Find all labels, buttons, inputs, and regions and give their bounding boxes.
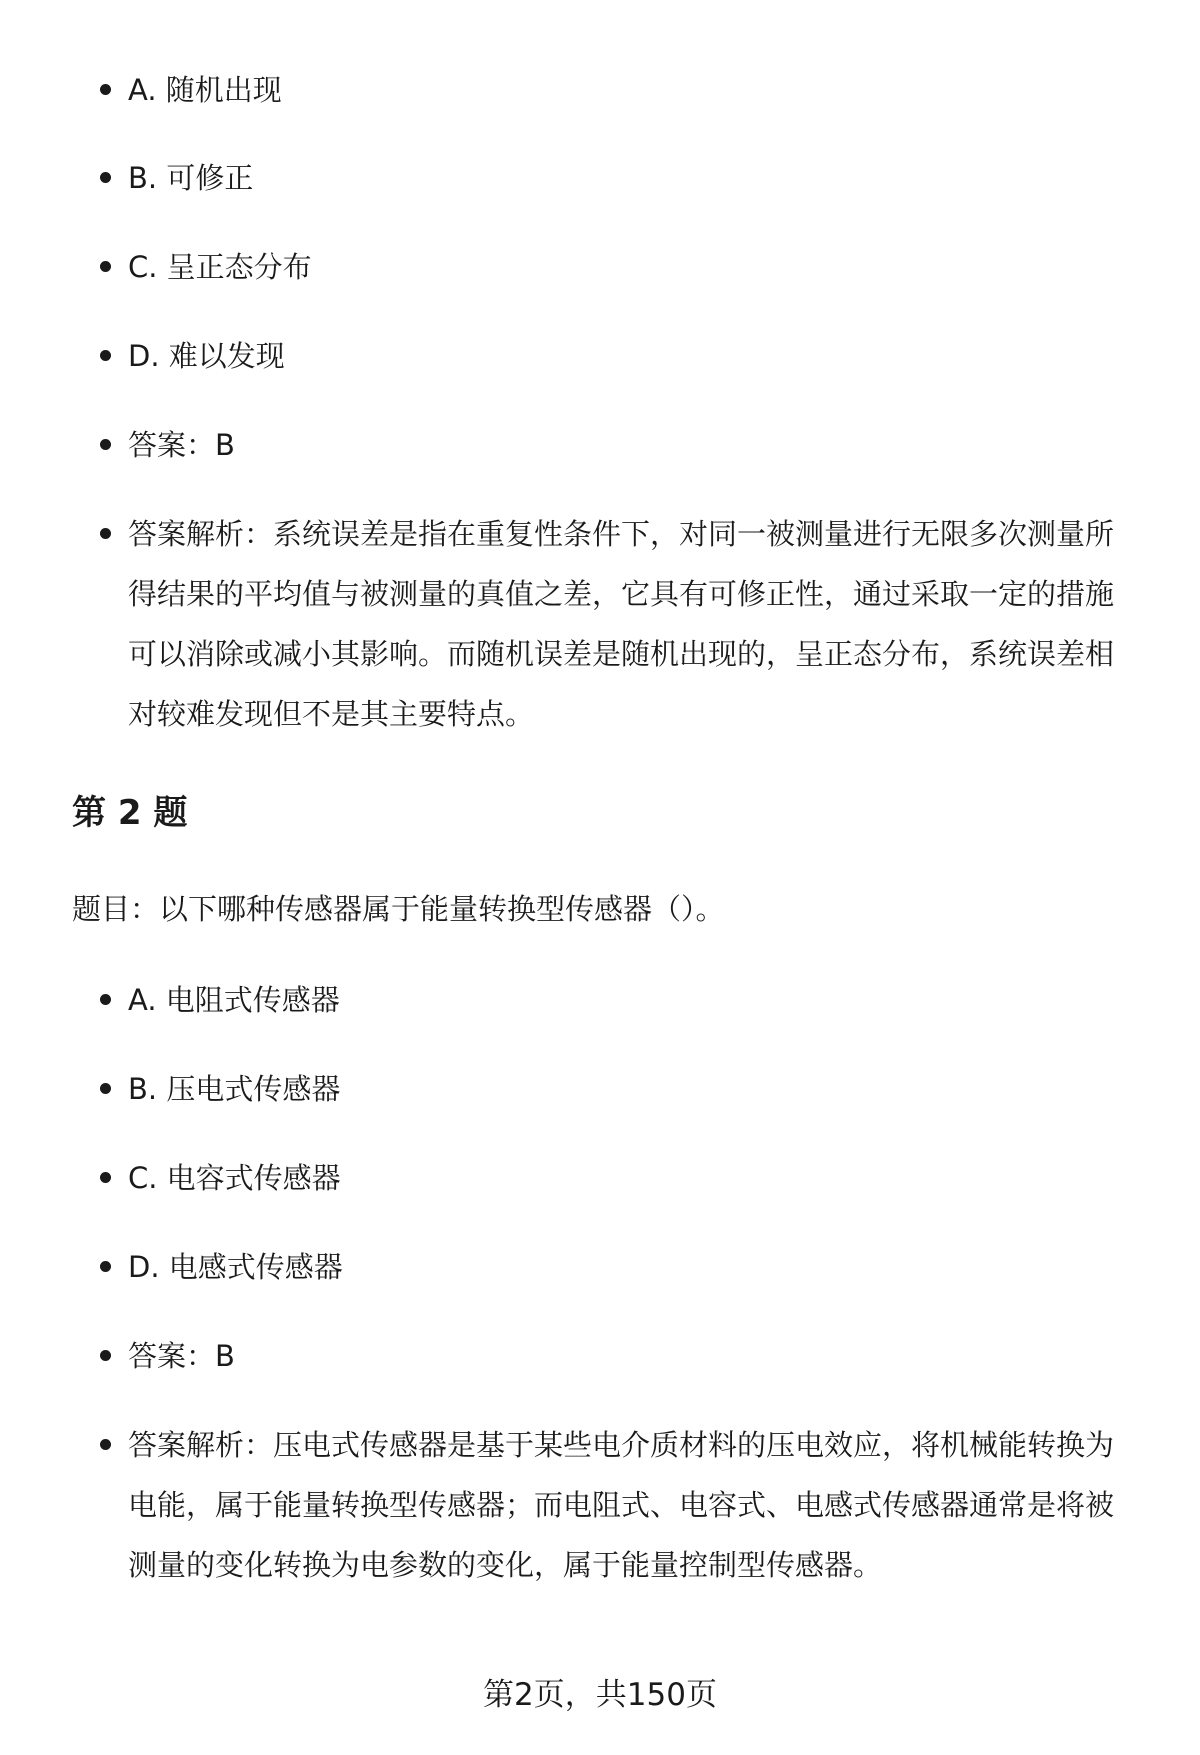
option-b: B. 可修正: [128, 148, 1138, 208]
option-a: A. 电阻式传感器: [128, 970, 1138, 1030]
question-2-heading: 第 2 题: [72, 793, 188, 833]
answer-explanation: 答案解析：系统误差是指在重复性条件下，对同一被测量进行无限多次测量所得结果的平均值与被测量的真值之差，它具有可修正性，通过采取一定的措施可以消除或减小其影响。而随机误差是随机出现的，呈正态分布，系统误差相对较难发现但不是其主要特点。: [128, 504, 1138, 744]
option-d: D. 难以发现: [128, 326, 1138, 386]
option-c: C. 电容式传感器: [128, 1148, 1138, 1208]
option-b: B. 压电式传感器: [128, 1059, 1138, 1119]
option-a: A. 随机出现: [128, 60, 1138, 120]
answer-explanation: 答案解析：压电式传感器是基于某些电介质材料的压电效应，将机械能转换为电能，属于能量转换型传感器；而电阻式、电容式、电感式传感器通常是将被测量的变化转换为电参数的变化，属于能量控制型传感器。: [128, 1415, 1138, 1595]
answer-line: 答案：B: [128, 1326, 1138, 1386]
answer-line: 答案：B: [128, 415, 1138, 475]
page-indicator: 第2页，共150页: [483, 1677, 717, 1713]
option-c: C. 呈正态分布: [128, 237, 1138, 297]
question-2-stem: 题目：以下哪种传感器属于能量转换型传感器（）。: [72, 892, 725, 926]
option-d: D. 电感式传感器: [128, 1237, 1138, 1297]
